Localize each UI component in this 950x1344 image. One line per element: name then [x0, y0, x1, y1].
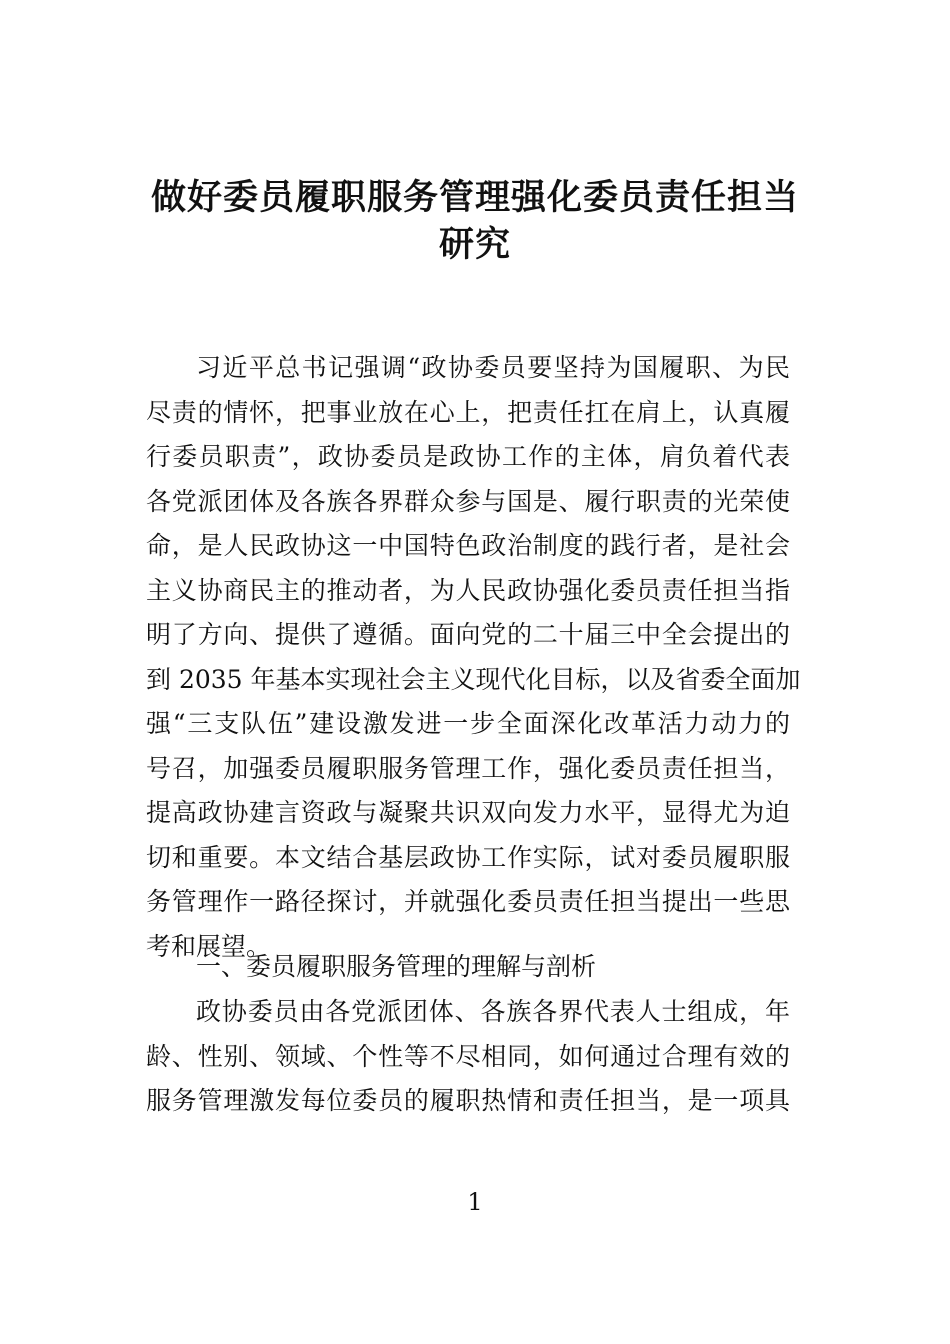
section-heading: 一、委员履职服务管理的理解与剖析	[196, 952, 597, 981]
paragraph-line: 到 2035 年基本实现社会主义现代化目标，以及省委全面加	[146, 664, 801, 694]
document-title-line-2: 研究	[438, 224, 511, 265]
paragraph-line: 各党派团体及各族各界群众参与国是、履行职责的光荣使	[146, 486, 790, 516]
page-number: 1	[467, 1188, 483, 1216]
paragraph-line: 尽责的情怀，把事业放在心上，把责任扛在肩上，认真履	[146, 397, 790, 427]
paragraph-line: 明了方向、提供了遵循。面向党的二十届三中全会提出的	[146, 620, 790, 649]
paragraph-line: 命，是人民政协这一中国特色政治制度的践行者，是社会	[146, 531, 790, 560]
paragraph-line: 行委员职责”，政协委员是政协工作的主体，肩负着代表	[146, 442, 790, 471]
paragraph-line: 提高政协建言资政与凝聚共识双向发力水平，显得尤为迫	[146, 798, 790, 827]
paragraph-line: 习近平总书记强调“政协委员要坚持为国履职、为民	[196, 353, 790, 382]
paragraph-line: 服务管理激发每位委员的履职热情和责任担当，是一项具	[146, 1086, 790, 1115]
paragraph-line: 主义协商民主的推动者，为人民政协强化委员责任担当指	[146, 575, 790, 605]
paragraph-line: 考和展望。	[146, 931, 272, 961]
paragraph-line: 号召，加强委员履职服务管理工作，强化委员责任担当，	[146, 753, 790, 783]
paragraph-line: 务管理作一路径探讨，并就强化委员责任担当提出一些思	[146, 887, 790, 916]
paragraph-line: 龄、性别、领域、个性等不尽相同，如何通过合理有效的	[146, 1041, 790, 1071]
paragraph-line: 切和重要。本文结合基层政协工作实际，试对委员履职服	[146, 842, 790, 872]
paragraph-line: 政协委员由各党派团体、各族各界代表人士组成，年	[196, 997, 790, 1026]
paragraph-line: 强“三支队伍”建设激发进一步全面深化改革活力动力的	[146, 709, 790, 738]
document-title-line-1: 做好委员履职服务管理强化委员责任担当	[150, 177, 799, 218]
